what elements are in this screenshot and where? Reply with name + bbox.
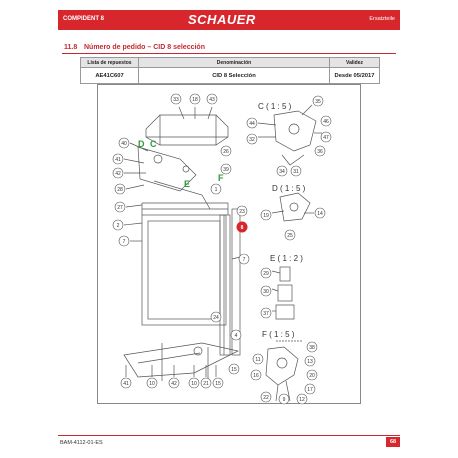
svg-text:18: 18	[192, 97, 198, 103]
svg-text:33: 33	[173, 97, 179, 103]
callout-f-13	[305, 356, 315, 366]
section-divider	[62, 53, 396, 54]
callout-7	[119, 236, 129, 246]
callout-2	[113, 220, 123, 230]
callout-23	[237, 206, 247, 216]
callout-15	[229, 364, 239, 374]
svg-text:26: 26	[223, 149, 229, 155]
detail-c-title: C ( 1 : 5 )	[258, 102, 292, 111]
svg-text:10: 10	[149, 381, 155, 387]
callout-c-32	[247, 134, 257, 144]
callout-f-22	[261, 392, 271, 402]
callout-c-47	[321, 132, 331, 142]
table-header: Denominación	[139, 58, 330, 68]
svg-text:20: 20	[309, 373, 315, 379]
document-id: BAM-4112-01-ES	[60, 440, 103, 446]
svg-text:41: 41	[123, 381, 129, 387]
detail-d-title: D ( 1 : 5 )	[272, 184, 306, 193]
svg-text:32: 32	[249, 137, 255, 143]
table-header-row	[81, 58, 380, 68]
svg-text:1: 1	[214, 187, 218, 193]
svg-text:21: 21	[203, 381, 209, 387]
callout-1	[211, 184, 221, 194]
callout-e-29	[261, 268, 271, 278]
svg-text:30: 30	[263, 289, 269, 295]
svg-text:11: 11	[255, 357, 261, 363]
svg-text:8: 8	[240, 225, 244, 231]
callout-f-11	[253, 354, 263, 364]
callout-f-38	[307, 342, 317, 352]
svg-text:42: 42	[115, 171, 121, 177]
callout-10	[147, 378, 157, 388]
svg-text:42: 42	[171, 381, 177, 387]
svg-text:9: 9	[282, 397, 286, 403]
svg-text:47: 47	[323, 135, 329, 141]
callout-c-31	[291, 166, 301, 176]
callout-24	[211, 312, 221, 322]
callout-c-34	[277, 166, 287, 176]
callout-c-36	[315, 146, 325, 156]
svg-text:7: 7	[122, 239, 126, 245]
table-header: Lista de repuestos	[81, 58, 139, 68]
svg-text:14: 14	[317, 211, 323, 217]
detail-f-title: F ( 1 : 5 )	[262, 330, 295, 339]
svg-text:44: 44	[249, 121, 255, 127]
callout-d-19	[261, 210, 271, 220]
svg-text:39: 39	[223, 167, 229, 173]
table-cell: Desde 05/2017	[330, 68, 380, 84]
svg-text:35: 35	[315, 99, 321, 105]
detail-label-d: D	[138, 139, 145, 149]
svg-text:28: 28	[117, 187, 123, 193]
callout-42	[113, 168, 123, 178]
exploded-parts-drawing	[97, 84, 361, 404]
callout-33	[171, 94, 181, 104]
table-cell: AE41C607	[81, 68, 139, 84]
callout-f-9	[279, 394, 289, 404]
table-cell: CID 8 Selección	[139, 68, 330, 84]
svg-text:43: 43	[209, 97, 215, 103]
header-section-label: Ersatzteile	[369, 16, 395, 22]
svg-text:34: 34	[279, 169, 285, 175]
callout-15b	[213, 378, 223, 388]
page-number: 68	[386, 437, 400, 447]
callout-7b	[239, 254, 249, 264]
callout-42b	[169, 378, 179, 388]
svg-text:29: 29	[263, 271, 269, 277]
callout-26	[221, 146, 231, 156]
table-row	[81, 68, 380, 84]
detail-e-title: E ( 1 : 2 )	[270, 254, 303, 263]
parts-info-table	[80, 57, 380, 84]
product-name: COMPIDENT 8	[63, 16, 105, 22]
svg-text:46: 46	[323, 119, 329, 125]
parts-diagram	[98, 85, 362, 405]
svg-text:25: 25	[287, 233, 293, 239]
detail-label-f: F	[218, 173, 224, 183]
svg-text:12: 12	[299, 397, 305, 403]
callout-43	[207, 94, 217, 104]
footer-divider	[58, 435, 400, 436]
section-title: Número de pedido – CID 8 selección	[84, 44, 205, 51]
svg-text:24: 24	[213, 315, 219, 321]
callout-41b	[121, 378, 131, 388]
svg-text:27: 27	[117, 205, 123, 211]
callout-f-12	[297, 394, 307, 404]
callout-f-16	[251, 370, 261, 380]
svg-text:17: 17	[307, 387, 313, 393]
callout-e-30	[261, 286, 271, 296]
table-header: Validez	[330, 58, 380, 68]
callout-f-20	[307, 370, 317, 380]
svg-text:2: 2	[116, 223, 120, 229]
callout-d-25	[285, 230, 295, 240]
brand-logo: SCHAUER	[188, 12, 256, 27]
callout-8-highlight	[237, 222, 248, 233]
callout-27	[115, 202, 125, 212]
svg-text:13: 13	[307, 359, 313, 365]
callout-21	[201, 378, 211, 388]
svg-text:41: 41	[115, 157, 121, 163]
callout-41	[113, 154, 123, 164]
svg-text:15: 15	[231, 367, 237, 373]
svg-text:16: 16	[253, 373, 259, 379]
detail-label-e: E	[184, 179, 191, 189]
svg-text:40: 40	[121, 141, 127, 147]
svg-text:4: 4	[234, 333, 238, 339]
callout-d-14	[315, 208, 325, 218]
svg-text:38: 38	[309, 345, 315, 351]
callout-c-46	[321, 116, 331, 126]
callout-18	[190, 94, 200, 104]
svg-text:23: 23	[239, 209, 245, 215]
svg-text:10: 10	[191, 381, 197, 387]
detail-label-c: C	[150, 139, 157, 149]
page-header	[58, 10, 400, 30]
callout-c-35	[313, 96, 323, 106]
svg-text:15: 15	[215, 381, 221, 387]
svg-text:31: 31	[293, 169, 299, 175]
callout-40	[119, 138, 129, 148]
svg-text:19: 19	[263, 213, 269, 219]
svg-text:7: 7	[242, 257, 246, 263]
section-number: 11.8	[64, 44, 78, 51]
svg-text:22: 22	[263, 395, 269, 401]
svg-text:36: 36	[317, 149, 323, 155]
callout-28	[115, 184, 125, 194]
callout-10b	[189, 378, 199, 388]
callout-f-17	[305, 384, 315, 394]
callout-e-37	[261, 308, 271, 318]
callout-4	[231, 330, 241, 340]
callout-c-44	[247, 118, 257, 128]
svg-text:37: 37	[263, 311, 269, 317]
